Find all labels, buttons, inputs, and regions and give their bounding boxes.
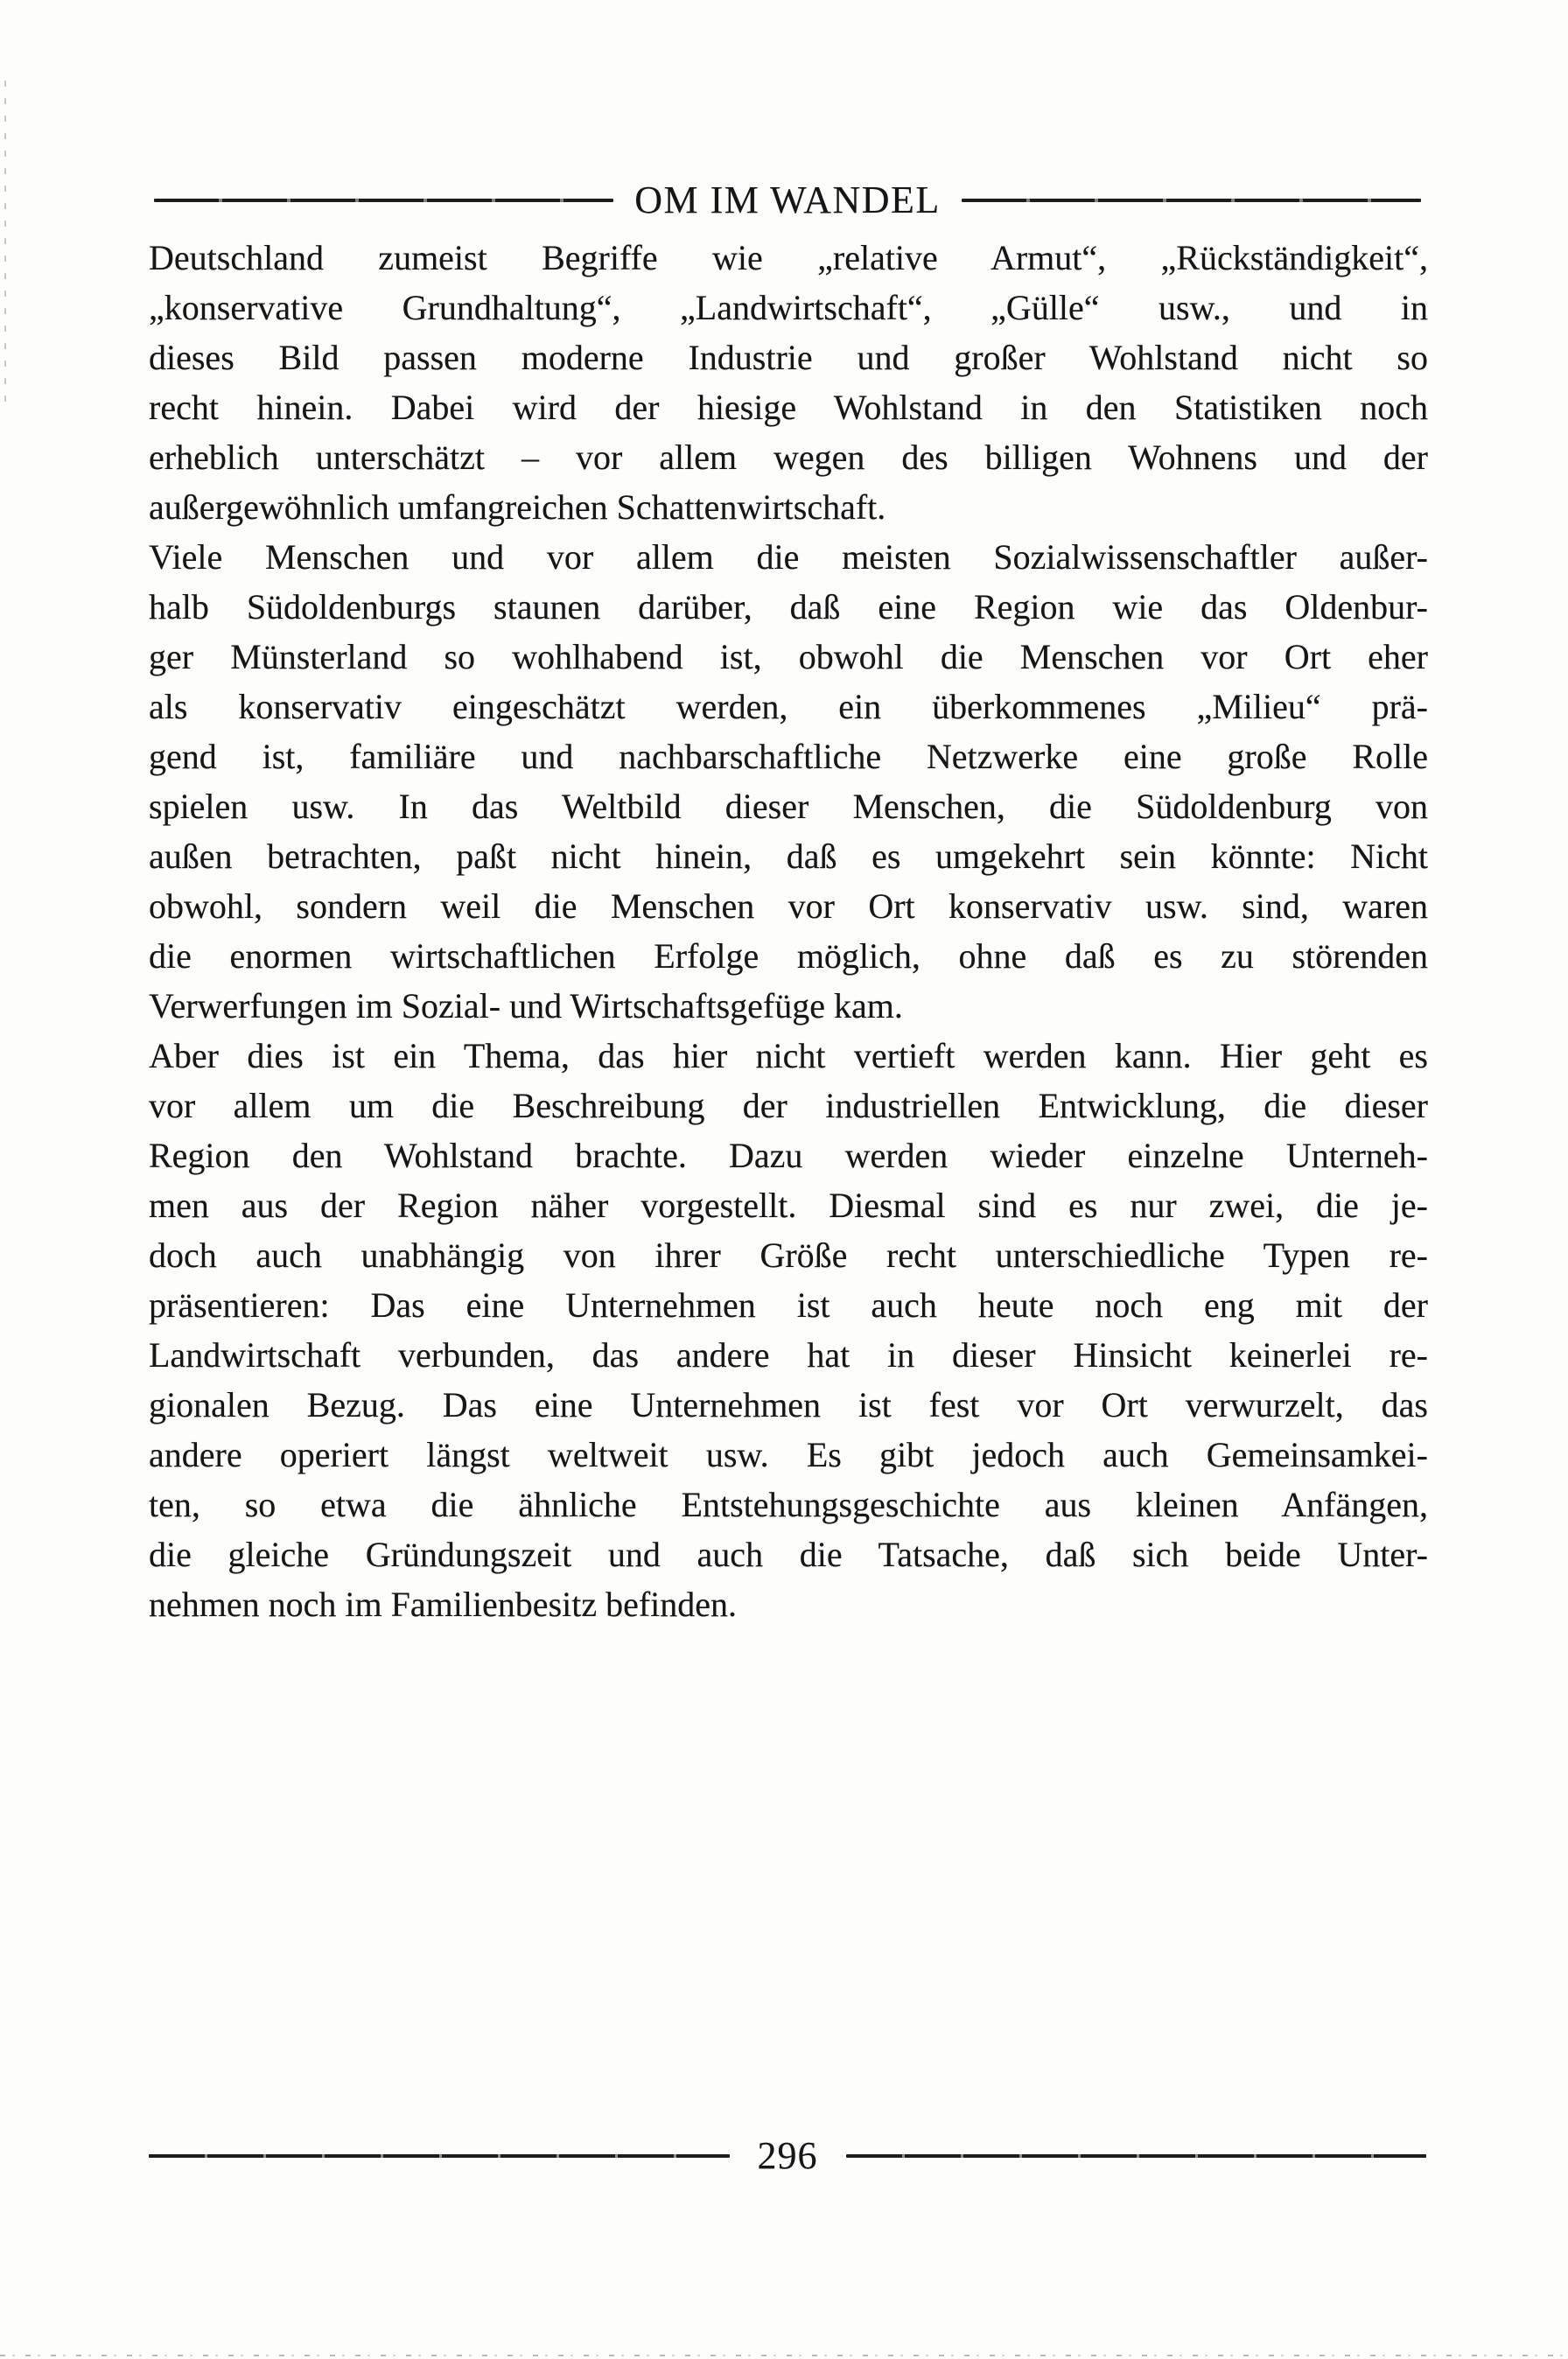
footer-rule-right xyxy=(846,2154,1427,2158)
text-line: außergewöhnlich umfangreichen Schattenwirtschaft. xyxy=(149,487,886,527)
text-line: außen betrachten, paßt nicht hinein, daß es umgekehrt sein könnte: Nicht xyxy=(149,836,1428,876)
text-line: Region den Wohlstand brachte. Dazu werden wieder einzelne Unterneh- xyxy=(149,1136,1428,1175)
text-line: Viele Menschen und vor allem die meisten Sozialwissenschaftler außer- xyxy=(149,537,1428,577)
text-line: doch auch unabhängig von ihrer Größe recht unterschiedliche Typen re- xyxy=(149,1236,1428,1275)
scan-artifact-left-edge xyxy=(4,80,6,413)
text-line: gend ist, familiäre und nachbarschaftliche Netzwerke eine große Rolle xyxy=(149,737,1428,776)
text-line: erheblich unterschätzt – vor allem wegen des billigen Wohnens und der xyxy=(149,438,1428,477)
body-text-block xyxy=(149,233,1428,1629)
text-line: ger Münsterland so wohlhabend ist, obwohl die Menschen vor Ort eher xyxy=(149,637,1428,676)
text-line: vor allem um die Beschreibung der industriellen Entwicklung, die dieser xyxy=(149,1086,1428,1125)
text-line: ten, so etwa die ähnliche Entstehungsgeschichte aus kleinen Anfängen, xyxy=(149,1485,1428,1524)
text-line: men aus der Region näher vorgestellt. Diesmal sind es nur zwei, die je- xyxy=(149,1186,1428,1225)
scan-artifact-bottom-edge xyxy=(0,2355,1568,2356)
text-line: dieses Bild passen moderne Industrie und großer Wohlstand nicht so xyxy=(149,338,1428,377)
header-rule-left xyxy=(154,199,613,202)
text-line: recht hinein. Dabei wird der hiesige Wohlstand in den Statistiken noch xyxy=(149,388,1428,427)
text-line: halb Südoldenburgs staunen darüber, daß eine Region wie das Oldenbur- xyxy=(149,587,1428,626)
text-line: präsentieren: Das eine Unternehmen ist auch heute noch eng mit der xyxy=(149,1285,1428,1325)
header-title: OM IM WANDEL xyxy=(634,178,941,221)
text-line: nehmen noch im Familienbesitz befinden. xyxy=(149,1585,738,1624)
text-line: die gleiche Gründungszeit und auch die Tatsache, daß sich beide Unter- xyxy=(149,1535,1428,1574)
text-line: die enormen wirtschaftlichen Erfolge möglich, ohne daß es zu störenden xyxy=(149,936,1428,976)
text-line: Aber dies ist ein Thema, das hier nicht vertieft werden kann. Hier geht es xyxy=(149,1036,1428,1075)
page-number: 296 xyxy=(757,2134,818,2177)
text-line: Verwerfungen im Sozial- und Wirtschaftsgefüge kam. xyxy=(149,986,903,1026)
text-line: spielen usw. In das Weltbild dieser Menschen, die Südoldenburg von xyxy=(149,787,1428,826)
text-line: gionalen Bezug. Das eine Unternehmen ist fest vor Ort verwurzelt, das xyxy=(149,1385,1428,1424)
footer-rule-left xyxy=(149,2154,730,2158)
text-line: Landwirtschaft verbunden, das andere hat in dieser Hinsicht keinerlei re- xyxy=(149,1335,1428,1375)
text-line: „konservative Grundhaltung“, „Landwirtschaft“, „Gülle“ usw., und in xyxy=(149,288,1428,327)
text-line: andere operiert längst weltweit usw. Es gibt jedoch auch Gemeinsamkei- xyxy=(149,1435,1428,1474)
text-line: obwohl, sondern weil die Menschen vor Ort konservativ usw. sind, waren xyxy=(149,886,1428,926)
text-line: als konservativ eingeschätzt werden, ein überkommenes „Milieu“ prä- xyxy=(149,687,1428,726)
page-footer xyxy=(149,2133,1426,2178)
text-line: Deutschland zumeist Begriffe wie „relative Armut“, „Rückständigkeit“, xyxy=(149,238,1428,277)
running-header xyxy=(154,178,1421,222)
header-rule-right xyxy=(962,199,1421,202)
